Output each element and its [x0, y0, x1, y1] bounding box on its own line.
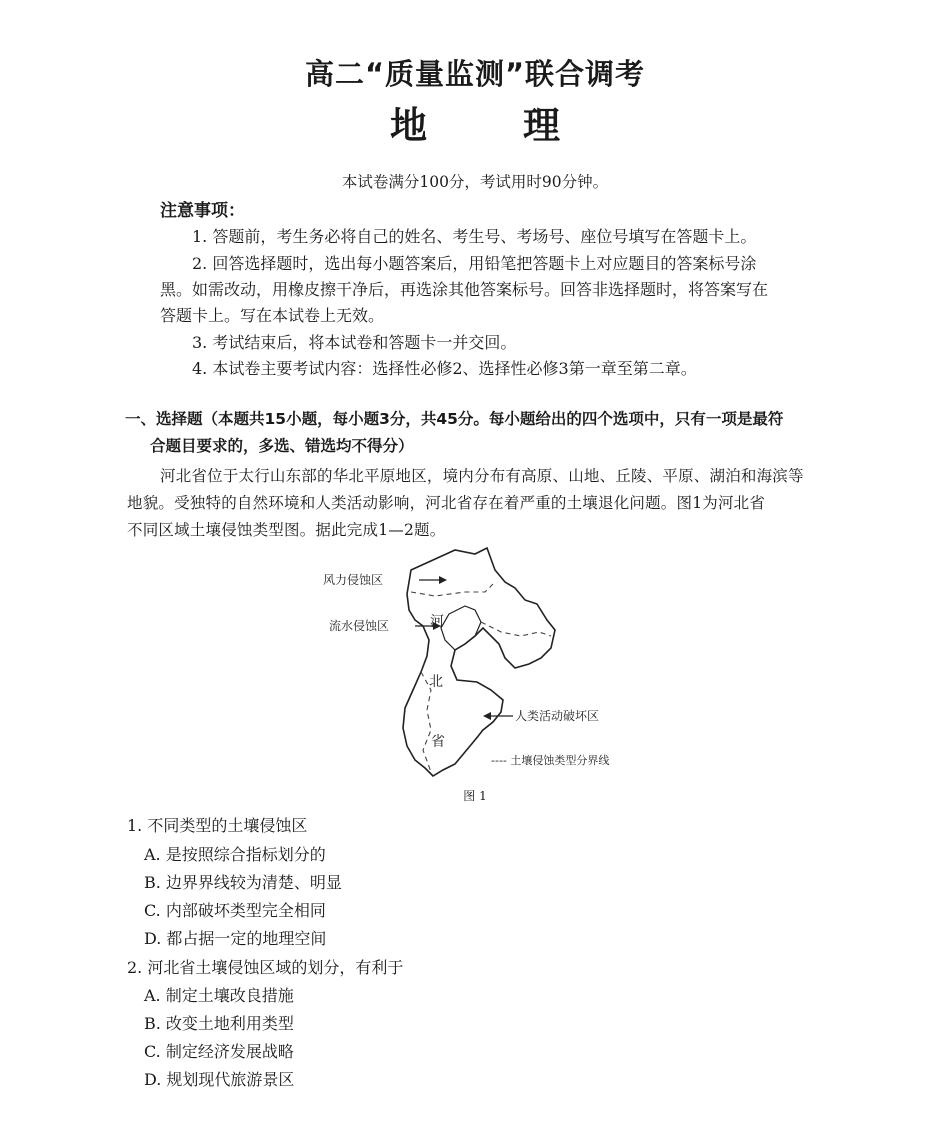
exam-title: 高二“质量监测”联合调考	[304, 57, 646, 91]
label-bei: 北	[429, 674, 443, 690]
notice-line-6: 4. 本试卷主要考试内容：选择性必修2、选择性必修3第一章至第二章。	[192, 359, 697, 378]
boundary-east	[481, 622, 551, 636]
question-1-option-a: A. 是按照综合指标划分的	[144, 845, 326, 864]
label-human-damage: 人类活动破坏区	[515, 709, 600, 723]
notice-line-1: 1. 答题前，考生务必将自己的姓名、考生号、考场号、座位号填写在答题卡上。	[192, 227, 757, 246]
label-water-erosion: 流水侵蚀区	[329, 619, 390, 633]
exam-info: 本试卷满分100分，考试用时90分钟。	[341, 173, 609, 191]
question-1-option-b: B. 边界界线较为清楚、明显	[144, 873, 342, 892]
question-2-option-b: B. 改变土地利用类型	[144, 1014, 294, 1033]
notice-line-4: 答题卡上。写在本试卷上无效。	[160, 306, 385, 325]
boundary-wind-water	[411, 584, 493, 596]
subject-title	[0, 95, 950, 149]
question-2-option-c: C. 制定经济发展战略	[144, 1042, 294, 1061]
section-heading-line-2: 合题目要求的，多选、错选均不得分）	[150, 437, 414, 455]
figure-caption: 图 1	[463, 789, 487, 803]
notice-line-3: 黑。如需改动，用橡皮擦干净后，再选涂其他答案标号。回答非选择题时，将答案写在	[160, 280, 769, 299]
hebei-soil-erosion-map	[315, 540, 645, 785]
beijing-tianjin-area	[441, 606, 481, 650]
section-heading-line-1: 一、选择题（本题共15小题，每小题3分，共45分。每小题给出的四个选项中，只有一项是最符	[125, 410, 784, 428]
question-1-option-c: C. 内部破坏类型完全相同	[144, 901, 326, 920]
passage-line-3: 不同区域土壤侵蚀类型图。据此完成1—2题。	[127, 521, 446, 539]
wind-arrowhead	[439, 576, 447, 584]
label-sheng: 省	[431, 734, 445, 750]
label-he: 河	[430, 614, 444, 630]
question-2-option-a: A. 制定土壤改良措施	[144, 986, 294, 1005]
human-arrowhead	[483, 712, 491, 720]
subject-char-1: 地	[390, 104, 427, 147]
subject-char-2: 理	[523, 104, 560, 147]
notice-line-5: 3. 考试结束后，将本试卷和答题卡一并交回。	[192, 333, 517, 352]
passage-line-1: 河北省位于太行山东部的华北平原地区，境内分布有高原、山地、丘陵、平原、湖泊和海滨等	[160, 467, 804, 485]
question-2-option-d: D. 规划现代旅游景区	[144, 1070, 295, 1089]
legend-boundary: ---- 土壤侵蚀类型分界线	[491, 754, 610, 767]
label-wind-erosion: 风力侵蚀区	[323, 573, 384, 587]
question-1-option-d: D. 都占据一定的地理空间	[144, 929, 327, 948]
question-2-stem: 2. 河北省土壤侵蚀区域的划分，有利于	[127, 958, 404, 977]
notice-line-2: 2. 回答选择题时，选出每小题答案后，用铅笔把答题卡上对应题目的答案标号涂	[192, 254, 757, 273]
notice-heading: 注意事项：	[160, 201, 245, 221]
passage-line-2: 地貌。受独特的自然环境和人类活动影响，河北省存在着严重的土壤退化问题。图1为河北省	[127, 494, 766, 512]
question-1-stem: 1. 不同类型的土壤侵蚀区	[127, 816, 308, 835]
